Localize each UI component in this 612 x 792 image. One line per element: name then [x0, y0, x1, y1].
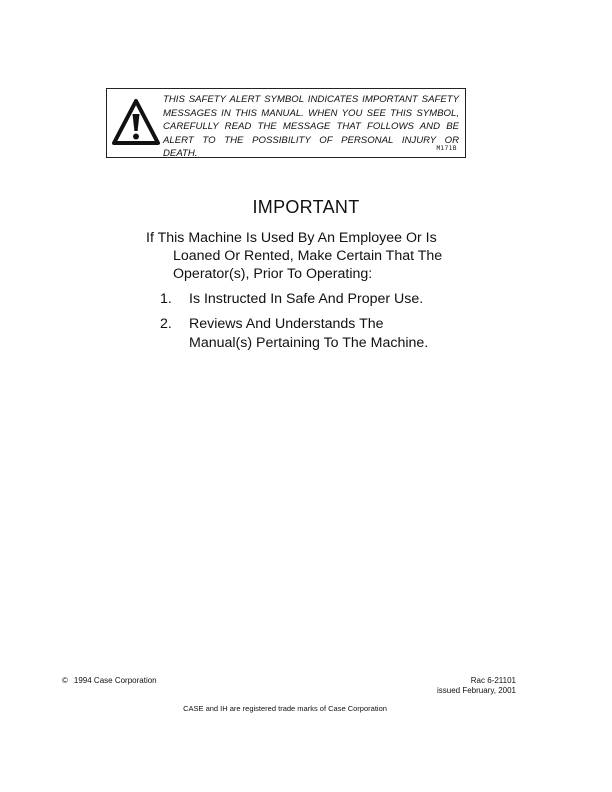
- document-number: Rac 6-21101: [470, 676, 516, 685]
- list-item: [160, 290, 480, 309]
- list-item-text: Is Instructed In Safe And Proper Use.: [189, 291, 424, 307]
- copyright-notice: [62, 676, 157, 685]
- document-info: [437, 676, 516, 696]
- list-item: [160, 315, 480, 353]
- alert-line: THIS SAFETY ALERT SYMBOL INDICATES IMPORTANT SAFETY: [163, 94, 459, 105]
- alert-line: ALERT TO THE POSSIBILITY OF PERSONAL INJURY OR: [163, 134, 459, 146]
- issue-date: issued February, 2001: [436, 686, 516, 695]
- intro-line: If This Machine Is Used By An Employee Or Is: [146, 230, 437, 246]
- intro-paragraph: [146, 229, 486, 283]
- intro-line: Operator(s), Prior To Operating:: [173, 266, 373, 282]
- trademark-notice: CASE and IH are registered trade marks of Case Corporation: [183, 704, 387, 713]
- alert-line: DEATH.: [163, 148, 198, 160]
- safety-alert-text: [163, 93, 459, 161]
- page-title: IMPORTANT: [252, 197, 360, 217]
- alert-line: CAREFULLY READ THE MESSAGE THAT FOLLOWS AND BE: [163, 121, 459, 133]
- list-item-text: Reviews And Understands The: [189, 316, 384, 332]
- list-item-number: 2.: [160, 316, 172, 332]
- warning-triangle-icon: [111, 97, 161, 149]
- intro-line: Loaned Or Rented, Make Certain That The: [173, 248, 443, 264]
- list-item-text: Manual(s) Pertaining To The Machine.: [189, 335, 429, 351]
- copyright-symbol: ©: [62, 676, 68, 685]
- list-item-number: 1.: [160, 291, 172, 307]
- copyright-text: 1994 Case Corporation: [73, 676, 157, 685]
- instruction-list: [160, 290, 480, 359]
- alert-code: M171B: [436, 145, 457, 152]
- alert-line: MESSAGES IN THIS MANUAL. WHEN YOU SEE THIS SYMBOL,: [163, 107, 459, 119]
- safety-alert-box: [106, 88, 466, 158]
